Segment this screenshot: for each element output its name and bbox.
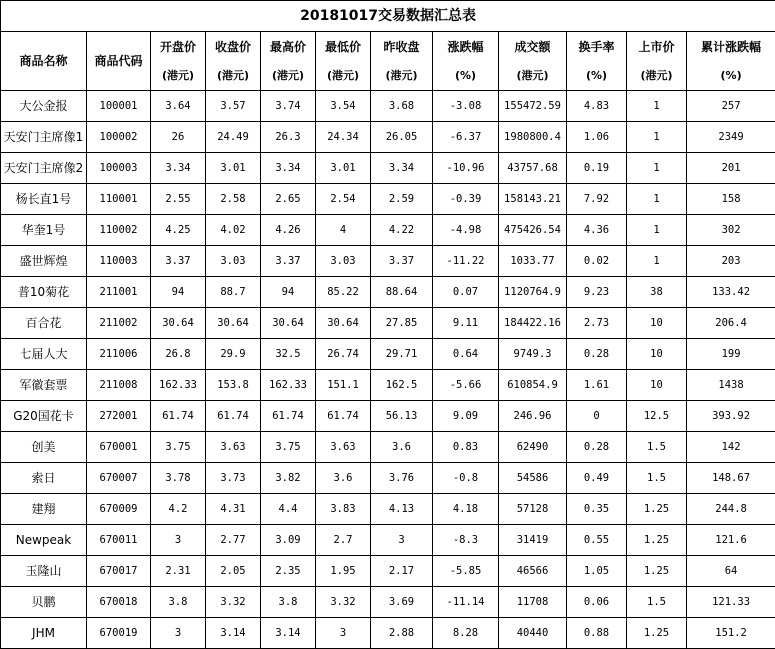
change-pct-header: 涨跌幅 [433, 32, 499, 62]
cumulative-change-cell: 148.67 [687, 463, 775, 494]
product-code-cell: 211001 [87, 277, 151, 308]
open-price-cell: 2.31 [151, 556, 206, 587]
cumulative-change-cell: 158 [687, 184, 775, 215]
turnover-amount-cell: 475426.54 [499, 215, 567, 246]
unit-label: (港元) [627, 61, 687, 91]
product-code-cell: 100003 [87, 153, 151, 184]
cumulative-change-cell: 151.2 [687, 618, 775, 649]
cumulative-change-cell: 121.33 [687, 587, 775, 618]
cumulative-change-cell: 64 [687, 556, 775, 587]
turnover-amount-cell: 158143.21 [499, 184, 567, 215]
listing-price-cell: 1.5 [627, 432, 687, 463]
table-row [1, 91, 775, 122]
table-row [1, 215, 775, 246]
unit-label: (港元) [261, 61, 316, 91]
prev-close-cell: 88.64 [371, 277, 433, 308]
table-row [1, 618, 775, 649]
prev-close-cell: 3.6 [371, 432, 433, 463]
table-row [1, 246, 775, 277]
change-pct-cell: -8.3 [433, 525, 499, 556]
table-row [1, 153, 775, 184]
product-name-cell: 华奎1号 [1, 215, 87, 246]
turnover-rate-cell: 0.49 [567, 463, 627, 494]
open-price-cell: 3.64 [151, 91, 206, 122]
low-price-cell: 24.34 [316, 122, 371, 153]
product-name-cell: Newpeak [1, 525, 87, 556]
table-row [1, 277, 775, 308]
product-code-cell: 670011 [87, 525, 151, 556]
prev-close-cell: 4.13 [371, 494, 433, 525]
high-price-cell: 26.3 [261, 122, 316, 153]
unit-label: (港元) [151, 61, 206, 91]
close-price-cell: 2.05 [206, 556, 261, 587]
high-price-cell: 61.74 [261, 401, 316, 432]
cumulative-change-cell: 201 [687, 153, 775, 184]
listing-price-cell: 1.25 [627, 618, 687, 649]
product-code-cell: 211008 [87, 370, 151, 401]
turnover-rate-cell: 0.55 [567, 525, 627, 556]
low-price-cell: 85.22 [316, 277, 371, 308]
close-price-cell: 3.73 [206, 463, 261, 494]
close-price-cell: 3.63 [206, 432, 261, 463]
high-price-cell: 94 [261, 277, 316, 308]
turnover-amount-cell: 1980800.4 [499, 122, 567, 153]
high-price-cell: 30.64 [261, 308, 316, 339]
turnover-rate-cell: 0.28 [567, 339, 627, 370]
listing-price-cell: 1.25 [627, 525, 687, 556]
turnover-rate-cell: 9.23 [567, 277, 627, 308]
unit-label: (港元) [206, 61, 261, 91]
table-row [1, 556, 775, 587]
product-name-cell: 大公金报 [1, 91, 87, 122]
table-row [1, 587, 775, 618]
open-price-cell: 26 [151, 122, 206, 153]
turnover-amount-header: 成交额 [499, 32, 567, 62]
high-price-cell: 3.37 [261, 246, 316, 277]
prev-close-cell: 3.76 [371, 463, 433, 494]
listing-price-cell: 10 [627, 370, 687, 401]
product-name-cell: JHM [1, 618, 87, 649]
cumulative-change-cell: 2349 [687, 122, 775, 153]
open-price-cell: 2.55 [151, 184, 206, 215]
close-price-cell: 29.9 [206, 339, 261, 370]
low-price-cell: 151.1 [316, 370, 371, 401]
prev-close-cell: 56.13 [371, 401, 433, 432]
change-pct-cell: 8.28 [433, 618, 499, 649]
change-pct-cell: -5.66 [433, 370, 499, 401]
product-name-cell: 贝鹏 [1, 587, 87, 618]
change-pct-cell: -0.39 [433, 184, 499, 215]
change-pct-cell: 4.18 [433, 494, 499, 525]
change-pct-cell: -3.08 [433, 91, 499, 122]
table-row [1, 122, 775, 153]
product-code-cell: 670001 [87, 432, 151, 463]
low-price-cell: 4 [316, 215, 371, 246]
table-row [1, 463, 775, 494]
listing-price-cell: 10 [627, 308, 687, 339]
close-price-cell: 88.7 [206, 277, 261, 308]
cumulative-change-cell: 203 [687, 246, 775, 277]
turnover-amount-cell: 40440 [499, 618, 567, 649]
unit-label: (%) [567, 61, 627, 91]
open-price-cell: 4.25 [151, 215, 206, 246]
product-name-cell: 军徽套票 [1, 370, 87, 401]
turnover-rate-cell: 1.05 [567, 556, 627, 587]
change-pct-cell: -5.85 [433, 556, 499, 587]
product-code-cell: 110002 [87, 215, 151, 246]
turnover-amount-cell: 62490 [499, 432, 567, 463]
close-price-cell: 2.58 [206, 184, 261, 215]
table-row [1, 525, 775, 556]
high-price-cell: 2.65 [261, 184, 316, 215]
low-price-cell: 3.6 [316, 463, 371, 494]
close-price-cell: 153.8 [206, 370, 261, 401]
turnover-rate-cell: 0.06 [567, 587, 627, 618]
turnover-rate-cell: 0 [567, 401, 627, 432]
prev-close-cell: 27.85 [371, 308, 433, 339]
turnover-amount-cell: 1033.77 [499, 246, 567, 277]
close-price-cell: 24.49 [206, 122, 261, 153]
product-name-cell: 创美 [1, 432, 87, 463]
close-price-cell: 3.14 [206, 618, 261, 649]
cumulative-change-cell: 142 [687, 432, 775, 463]
turnover-rate-cell: 1.06 [567, 122, 627, 153]
product-name-cell: 建翔 [1, 494, 87, 525]
unit-label: (%) [433, 61, 499, 91]
low-price-cell: 3.32 [316, 587, 371, 618]
low-price-cell: 2.54 [316, 184, 371, 215]
turnover-amount-cell: 610854.9 [499, 370, 567, 401]
low-price-cell: 3.01 [316, 153, 371, 184]
product-code-cell: 110001 [87, 184, 151, 215]
listing-price-cell: 38 [627, 277, 687, 308]
turnover-amount-cell: 54586 [499, 463, 567, 494]
table-row [1, 494, 775, 525]
turnover-rate-cell: 0.35 [567, 494, 627, 525]
change-pct-cell: -6.37 [433, 122, 499, 153]
prev-close-cell: 162.5 [371, 370, 433, 401]
change-pct-cell: 9.11 [433, 308, 499, 339]
low-price-cell: 3.54 [316, 91, 371, 122]
table-row [1, 401, 775, 432]
high-price-cell: 3.09 [261, 525, 316, 556]
unit-label: (%) [687, 61, 775, 91]
turnover-rate-cell: 0.02 [567, 246, 627, 277]
open-price-cell: 26.8 [151, 339, 206, 370]
low-price-cell: 3.63 [316, 432, 371, 463]
close-price-cell: 3.01 [206, 153, 261, 184]
close-price-cell: 3.57 [206, 91, 261, 122]
prev-close-cell: 29.71 [371, 339, 433, 370]
product-code-cell: 100001 [87, 91, 151, 122]
listing-price-cell: 1.25 [627, 556, 687, 587]
change-pct-cell: -10.96 [433, 153, 499, 184]
product-name-cell: 普10菊花 [1, 277, 87, 308]
turnover-rate-cell: 7.92 [567, 184, 627, 215]
product-code-cell: 272001 [87, 401, 151, 432]
low-price-cell: 3.83 [316, 494, 371, 525]
high-price-cell: 3.82 [261, 463, 316, 494]
unit-label: (港元) [499, 61, 567, 91]
prev-close-header: 昨收盘 [371, 32, 433, 62]
table-title: 20181017交易数据汇总表 [1, 1, 775, 32]
change-pct-cell: -4.98 [433, 215, 499, 246]
low-price-cell: 30.64 [316, 308, 371, 339]
low-price-cell: 3 [316, 618, 371, 649]
close-price-cell: 2.77 [206, 525, 261, 556]
cumulative-change-cell: 199 [687, 339, 775, 370]
table-row [1, 184, 775, 215]
turnover-rate-header: 换手率 [567, 32, 627, 62]
turnover-amount-cell: 31419 [499, 525, 567, 556]
cumulative-change-cell: 302 [687, 215, 775, 246]
high-price-cell: 162.33 [261, 370, 316, 401]
low-price-cell: 61.74 [316, 401, 371, 432]
turnover-amount-cell: 9749.3 [499, 339, 567, 370]
change-pct-cell: 0.64 [433, 339, 499, 370]
turnover-amount-cell: 155472.59 [499, 91, 567, 122]
listing-price-cell: 1 [627, 153, 687, 184]
open-price-cell: 94 [151, 277, 206, 308]
cumulative-change-cell: 244.8 [687, 494, 775, 525]
high-price-cell: 3.8 [261, 587, 316, 618]
open-price-cell: 3.8 [151, 587, 206, 618]
change-pct-cell: -11.14 [433, 587, 499, 618]
close-price-cell: 4.31 [206, 494, 261, 525]
listing-price-cell: 1.25 [627, 494, 687, 525]
close-price-header: 收盘价 [206, 32, 261, 62]
listing-price-cell: 1 [627, 246, 687, 277]
low-price-cell: 3.03 [316, 246, 371, 277]
change-pct-cell: -11.22 [433, 246, 499, 277]
turnover-amount-cell: 246.96 [499, 401, 567, 432]
turnover-amount-cell: 46566 [499, 556, 567, 587]
listing-price-cell: 1 [627, 215, 687, 246]
product-name-cell: 天安门主席像2 [1, 153, 87, 184]
product-code-cell: 670018 [87, 587, 151, 618]
high-price-cell: 4.26 [261, 215, 316, 246]
high-price-cell: 4.4 [261, 494, 316, 525]
cumulative-change-cell: 121.6 [687, 525, 775, 556]
table-row [1, 339, 775, 370]
high-price-cell: 3.14 [261, 618, 316, 649]
change-pct-cell: 9.09 [433, 401, 499, 432]
close-price-cell: 3.03 [206, 246, 261, 277]
product-name-header: 商品名称 [1, 32, 87, 91]
product-name-cell: 玉隆山 [1, 556, 87, 587]
open-price-cell: 61.74 [151, 401, 206, 432]
prev-close-cell: 3.37 [371, 246, 433, 277]
open-price-header: 开盘价 [151, 32, 206, 62]
open-price-cell: 4.2 [151, 494, 206, 525]
prev-close-cell: 2.88 [371, 618, 433, 649]
open-price-cell: 3.78 [151, 463, 206, 494]
low-price-cell: 2.7 [316, 525, 371, 556]
open-price-cell: 3.34 [151, 153, 206, 184]
turnover-amount-cell: 57128 [499, 494, 567, 525]
close-price-cell: 61.74 [206, 401, 261, 432]
close-price-cell: 4.02 [206, 215, 261, 246]
product-name-cell: 天安门主席像1 [1, 122, 87, 153]
listing-price-cell: 1 [627, 91, 687, 122]
prev-close-cell: 3 [371, 525, 433, 556]
listing-price-cell: 1 [627, 184, 687, 215]
product-code-cell: 670009 [87, 494, 151, 525]
open-price-cell: 3.75 [151, 432, 206, 463]
product-code-cell: 110003 [87, 246, 151, 277]
product-name-cell: 七届人大 [1, 339, 87, 370]
product-name-cell: G20国花卡 [1, 401, 87, 432]
product-name-cell: 索日 [1, 463, 87, 494]
high-price-cell: 3.34 [261, 153, 316, 184]
table-row [1, 308, 775, 339]
turnover-amount-cell: 184422.16 [499, 308, 567, 339]
product-code-cell: 211002 [87, 308, 151, 339]
cumulative-change-cell: 393.92 [687, 401, 775, 432]
product-name-cell: 百合花 [1, 308, 87, 339]
high-price-cell: 3.74 [261, 91, 316, 122]
open-price-cell: 3 [151, 525, 206, 556]
prev-close-cell: 3.69 [371, 587, 433, 618]
cumulative-change-header: 累计涨跌幅 [687, 32, 775, 62]
prev-close-cell: 2.59 [371, 184, 433, 215]
product-name-cell: 盛世辉煌 [1, 246, 87, 277]
turnover-amount-cell: 1120764.9 [499, 277, 567, 308]
listing-price-cell: 1 [627, 122, 687, 153]
prev-close-cell: 26.05 [371, 122, 433, 153]
turnover-amount-cell: 11708 [499, 587, 567, 618]
product-name-cell: 杨长直1号 [1, 184, 87, 215]
product-code-cell: 670019 [87, 618, 151, 649]
close-price-cell: 30.64 [206, 308, 261, 339]
turnover-rate-cell: 2.73 [567, 308, 627, 339]
low-price-cell: 1.95 [316, 556, 371, 587]
listing-price-cell: 1.5 [627, 587, 687, 618]
table-row [1, 370, 775, 401]
prev-close-cell: 3.68 [371, 91, 433, 122]
cumulative-change-cell: 257 [687, 91, 775, 122]
close-price-cell: 3.32 [206, 587, 261, 618]
high-price-header: 最高价 [261, 32, 316, 62]
turnover-amount-cell: 43757.68 [499, 153, 567, 184]
product-code-cell: 211006 [87, 339, 151, 370]
listing-price-cell: 1.5 [627, 463, 687, 494]
high-price-cell: 2.35 [261, 556, 316, 587]
cumulative-change-cell: 206.4 [687, 308, 775, 339]
product-code-header: 商品代码 [87, 32, 151, 91]
table-row [1, 432, 775, 463]
prev-close-cell: 3.34 [371, 153, 433, 184]
turnover-rate-cell: 4.83 [567, 91, 627, 122]
product-code-cell: 670017 [87, 556, 151, 587]
change-pct-cell: 0.83 [433, 432, 499, 463]
product-code-cell: 100002 [87, 122, 151, 153]
turnover-rate-cell: 1.61 [567, 370, 627, 401]
low-price-header: 最低价 [316, 32, 371, 62]
change-pct-cell: -0.8 [433, 463, 499, 494]
change-pct-cell: 0.07 [433, 277, 499, 308]
turnover-rate-cell: 0.19 [567, 153, 627, 184]
unit-label: (港元) [371, 61, 433, 91]
turnover-rate-cell: 4.36 [567, 215, 627, 246]
open-price-cell: 162.33 [151, 370, 206, 401]
high-price-cell: 3.75 [261, 432, 316, 463]
high-price-cell: 32.5 [261, 339, 316, 370]
open-price-cell: 3.37 [151, 246, 206, 277]
unit-label: (港元) [316, 61, 371, 91]
prev-close-cell: 2.17 [371, 556, 433, 587]
open-price-cell: 30.64 [151, 308, 206, 339]
turnover-rate-cell: 0.88 [567, 618, 627, 649]
low-price-cell: 26.74 [316, 339, 371, 370]
cumulative-change-cell: 1438 [687, 370, 775, 401]
open-price-cell: 3 [151, 618, 206, 649]
listing-price-cell: 12.5 [627, 401, 687, 432]
cumulative-change-cell: 133.42 [687, 277, 775, 308]
turnover-rate-cell: 0.28 [567, 432, 627, 463]
listing-price-cell: 10 [627, 339, 687, 370]
listing-price-header: 上市价 [627, 32, 687, 62]
product-code-cell: 670007 [87, 463, 151, 494]
prev-close-cell: 4.22 [371, 215, 433, 246]
